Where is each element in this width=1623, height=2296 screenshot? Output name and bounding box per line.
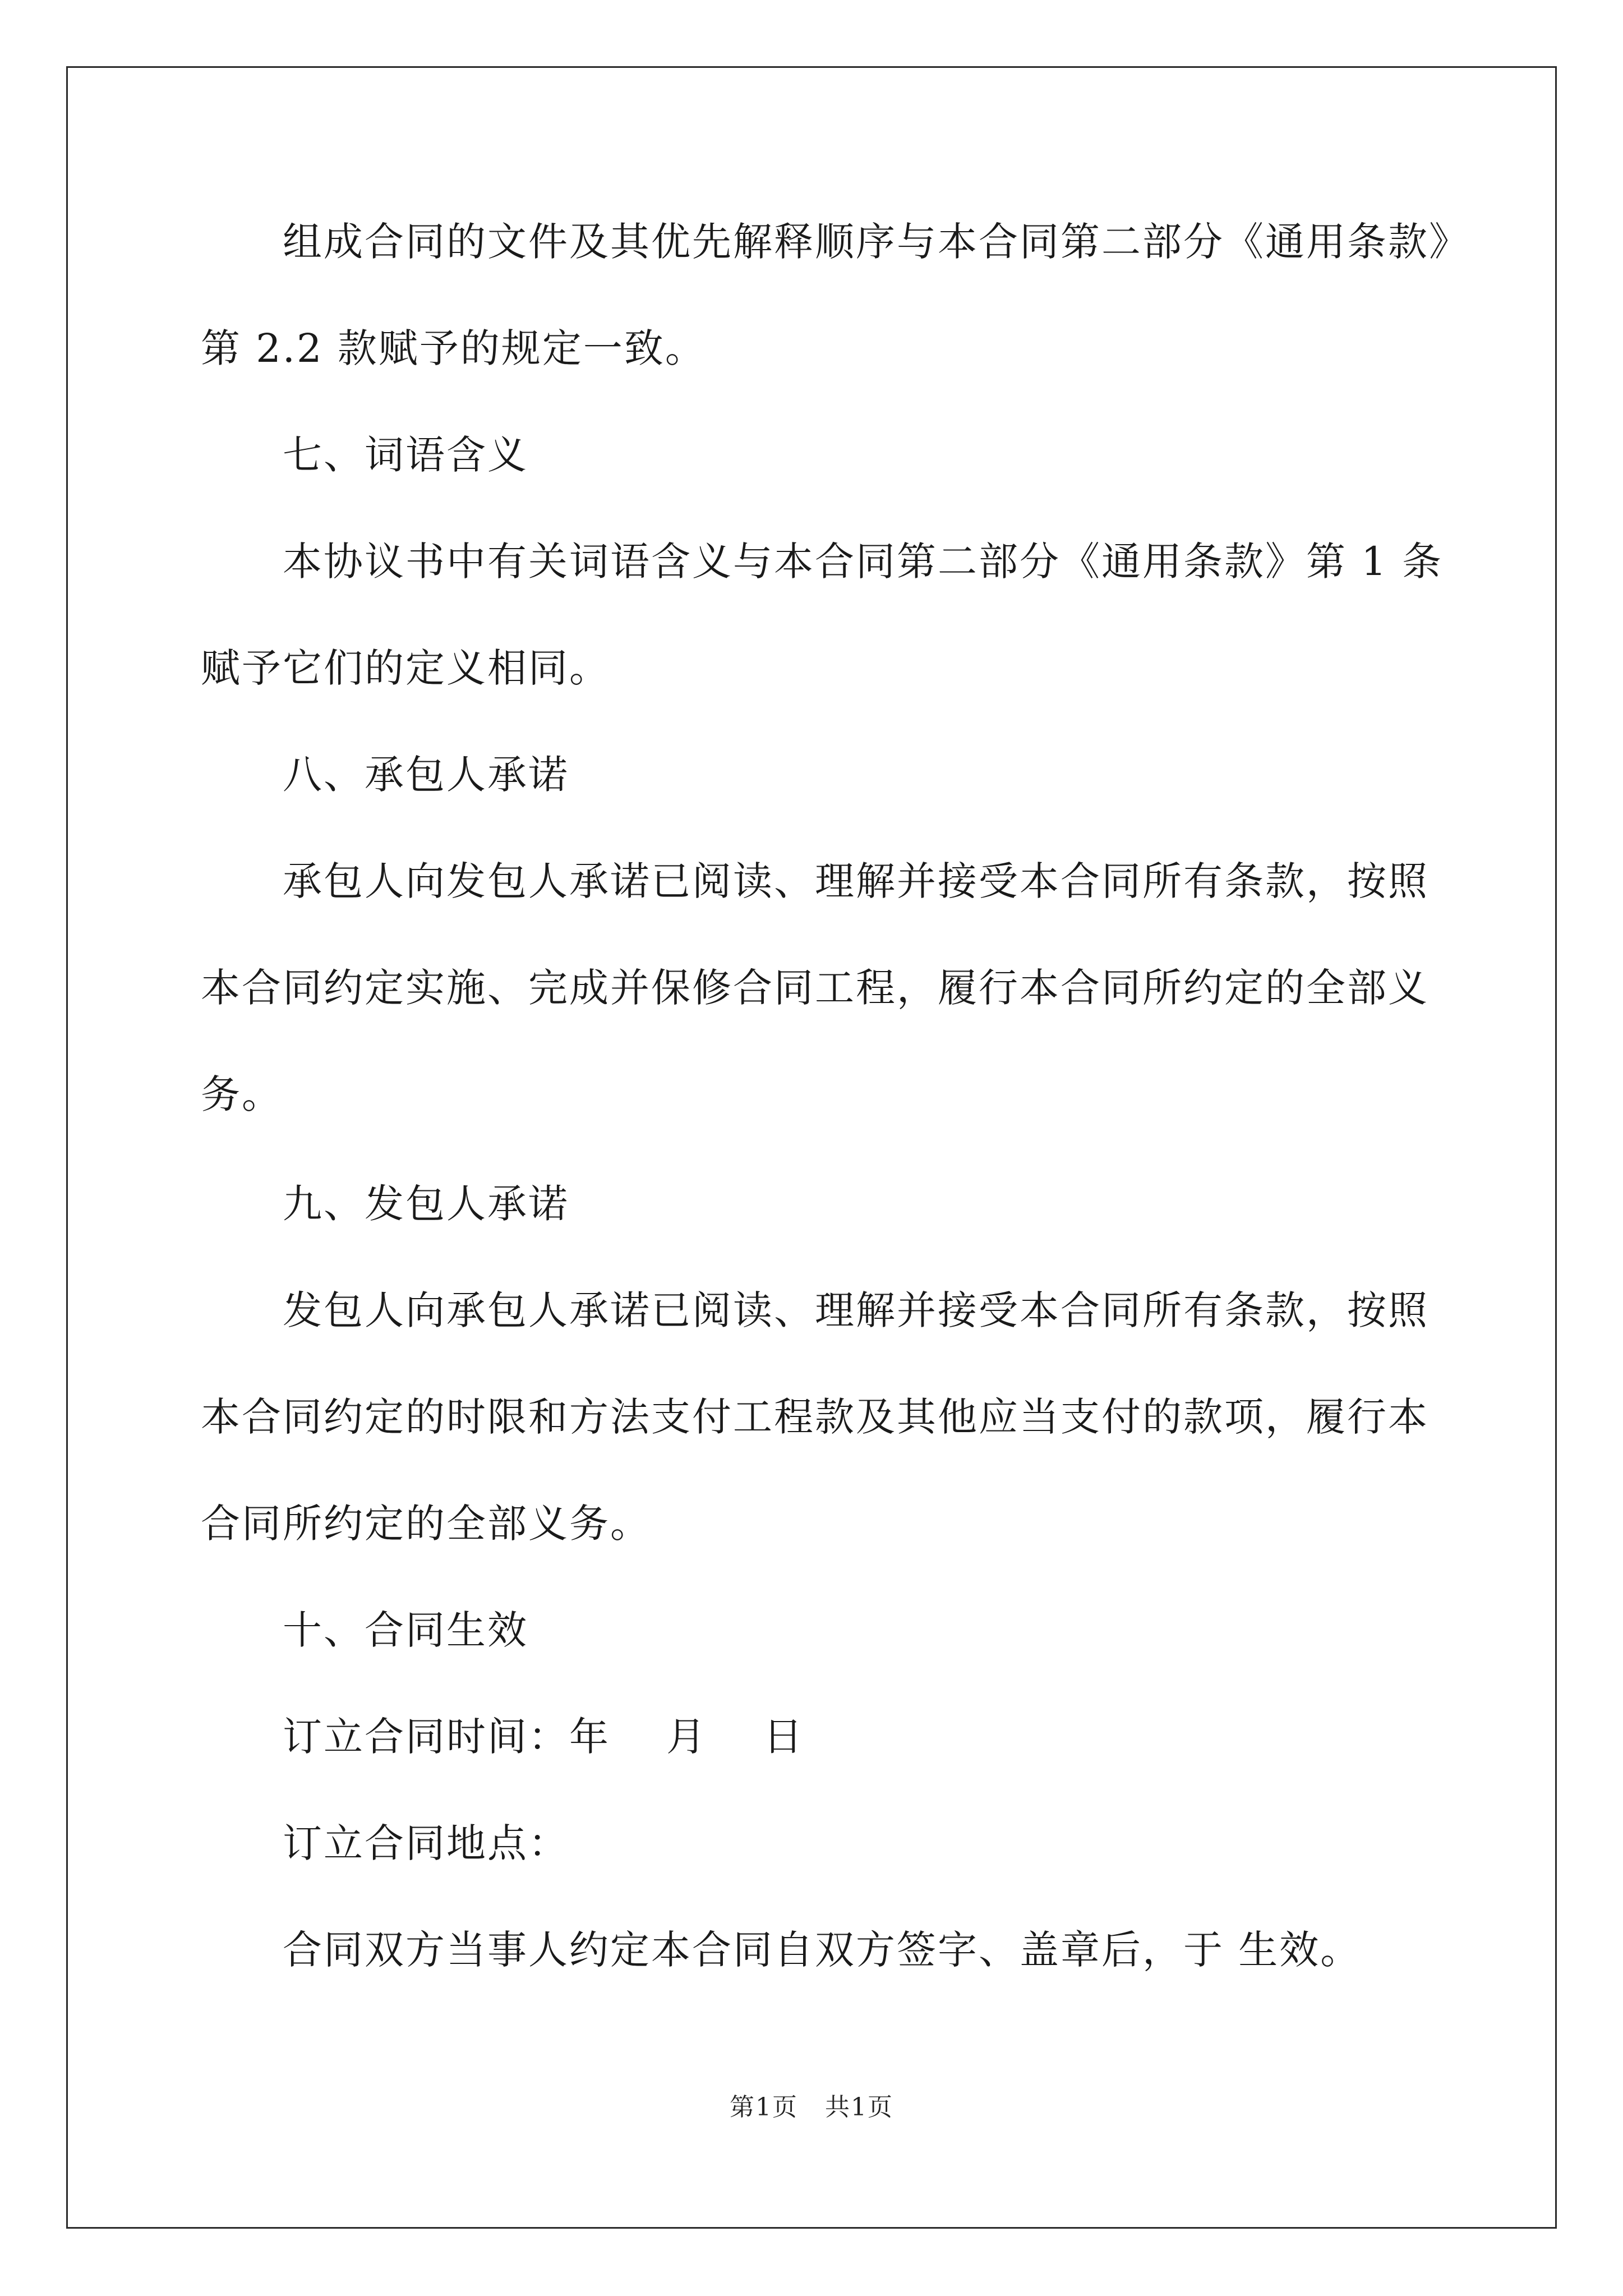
paragraph-line: 赋予它们的定义相同。 [201,645,610,691]
signing-date-day: 日 [763,1714,804,1760]
paragraph-line: 本合同约定的时限和方法支付工程款及其他应当支付的款项，履行本 [201,1394,1429,1440]
section-heading-7: 七、词语含义 [283,432,528,478]
paragraph-line: 本合同约定实施、完成并保修合同工程，履行本合同所约定的全部义 [201,965,1429,1011]
paragraph-line: 合同所约定的全部义务。 [201,1501,651,1547]
page-footer [0,2087,1623,2123]
signing-date-line [283,1705,804,1762]
paragraph-line: 合同双方当事人约定本合同自双方签字、盖章后，于 生效。 [283,1927,1362,1973]
page-border [66,66,1557,2229]
section-heading-8: 八、承包人承诺 [283,752,569,798]
paragraph-line: 务。 [201,1071,283,1117]
page-total: 共1页 [825,2093,893,2122]
paragraph-line: 第 2.2 款赋予的规定一致。 [201,325,706,371]
page-number: 第1页 [730,2093,798,2122]
paragraph-line: 组成合同的文件及其优先解释顺序与本合同第二部分《通用条款》 [283,219,1470,265]
signing-place-line: 订立合同地点： [283,1820,569,1866]
signing-date-year: 年 [569,1714,610,1760]
signing-date-label: 订立合同时间： [283,1714,569,1760]
paragraph-line: 本协议书中有关词语含义与本合同第二部分《通用条款》第 1 条 [283,539,1444,585]
paragraph-line: 发包人向承包人承诺已阅读、理解并接受本合同所有条款，按照 [283,1287,1429,1333]
section-heading-10: 十、合同生效 [283,1607,528,1653]
signing-date-month: 月 [666,1714,707,1760]
section-heading-9: 九、发包人承诺 [283,1181,569,1227]
paragraph-line: 承包人向发包人承诺已阅读、理解并接受本合同所有条款，按照 [283,858,1429,904]
